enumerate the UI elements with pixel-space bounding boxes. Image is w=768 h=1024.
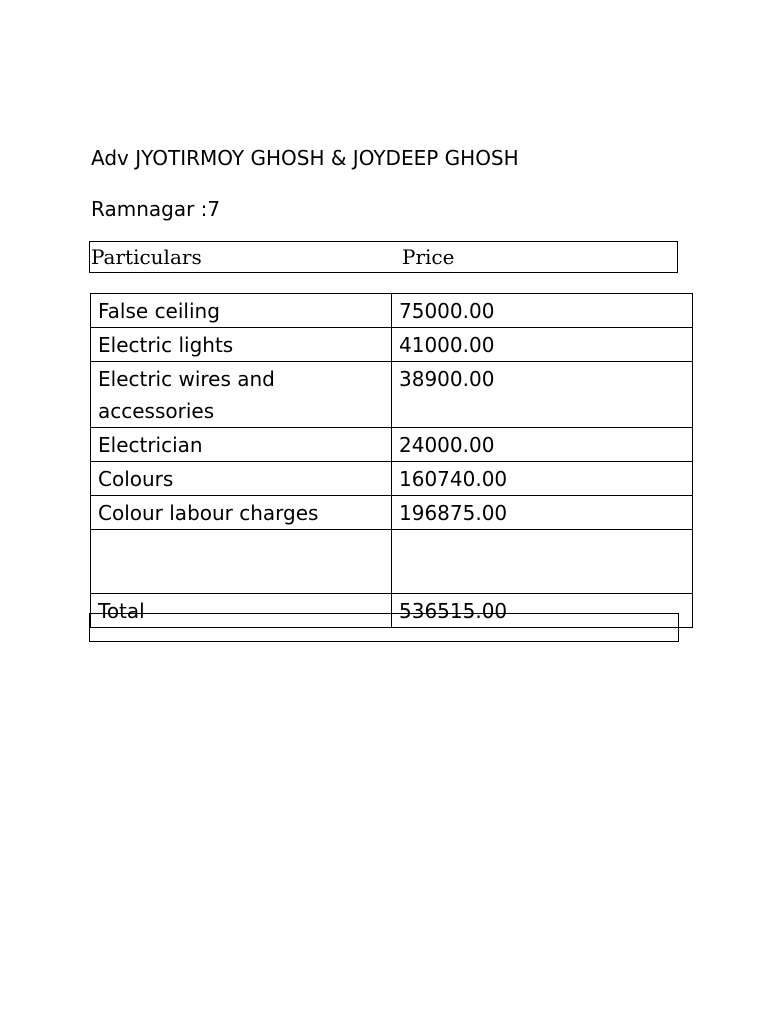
item-cell (91, 530, 392, 594)
table-row (91, 462, 693, 496)
table-row (91, 362, 693, 428)
price-cell: 38900.00 (392, 362, 693, 428)
item-cell: False ceiling (91, 294, 392, 328)
header-particulars: Particulars (91, 245, 202, 269)
item-cell: Electric lights (91, 328, 392, 362)
table-header-box (89, 241, 678, 273)
empty-row (91, 530, 693, 594)
price-cell: 75000.00 (392, 294, 693, 328)
document-subtitle: Ramnagar :7 (91, 197, 221, 221)
price-cell: 196875.00 (392, 496, 693, 530)
item-cell: Colour labour charges (91, 496, 392, 530)
document-title: Adv JYOTIRMOY GHOSH & JOYDEEP GHOSH (91, 146, 519, 170)
table-row (91, 428, 693, 462)
price-cell: 41000.00 (392, 328, 693, 362)
table-row (91, 294, 693, 328)
price-cell (392, 530, 693, 594)
items-table (90, 293, 693, 628)
item-cell: Electrician (91, 428, 392, 462)
price-cell: 24000.00 (392, 428, 693, 462)
table-row (91, 328, 693, 362)
price-cell: 160740.00 (392, 462, 693, 496)
footer-box (89, 613, 679, 642)
item-cell: Electric wires and accessories (91, 362, 392, 428)
table-row (91, 496, 693, 530)
header-price: Price (402, 245, 455, 269)
item-cell: Colours (91, 462, 392, 496)
total-label: Total (91, 594, 392, 628)
total-price: 536515.00 (392, 594, 693, 628)
